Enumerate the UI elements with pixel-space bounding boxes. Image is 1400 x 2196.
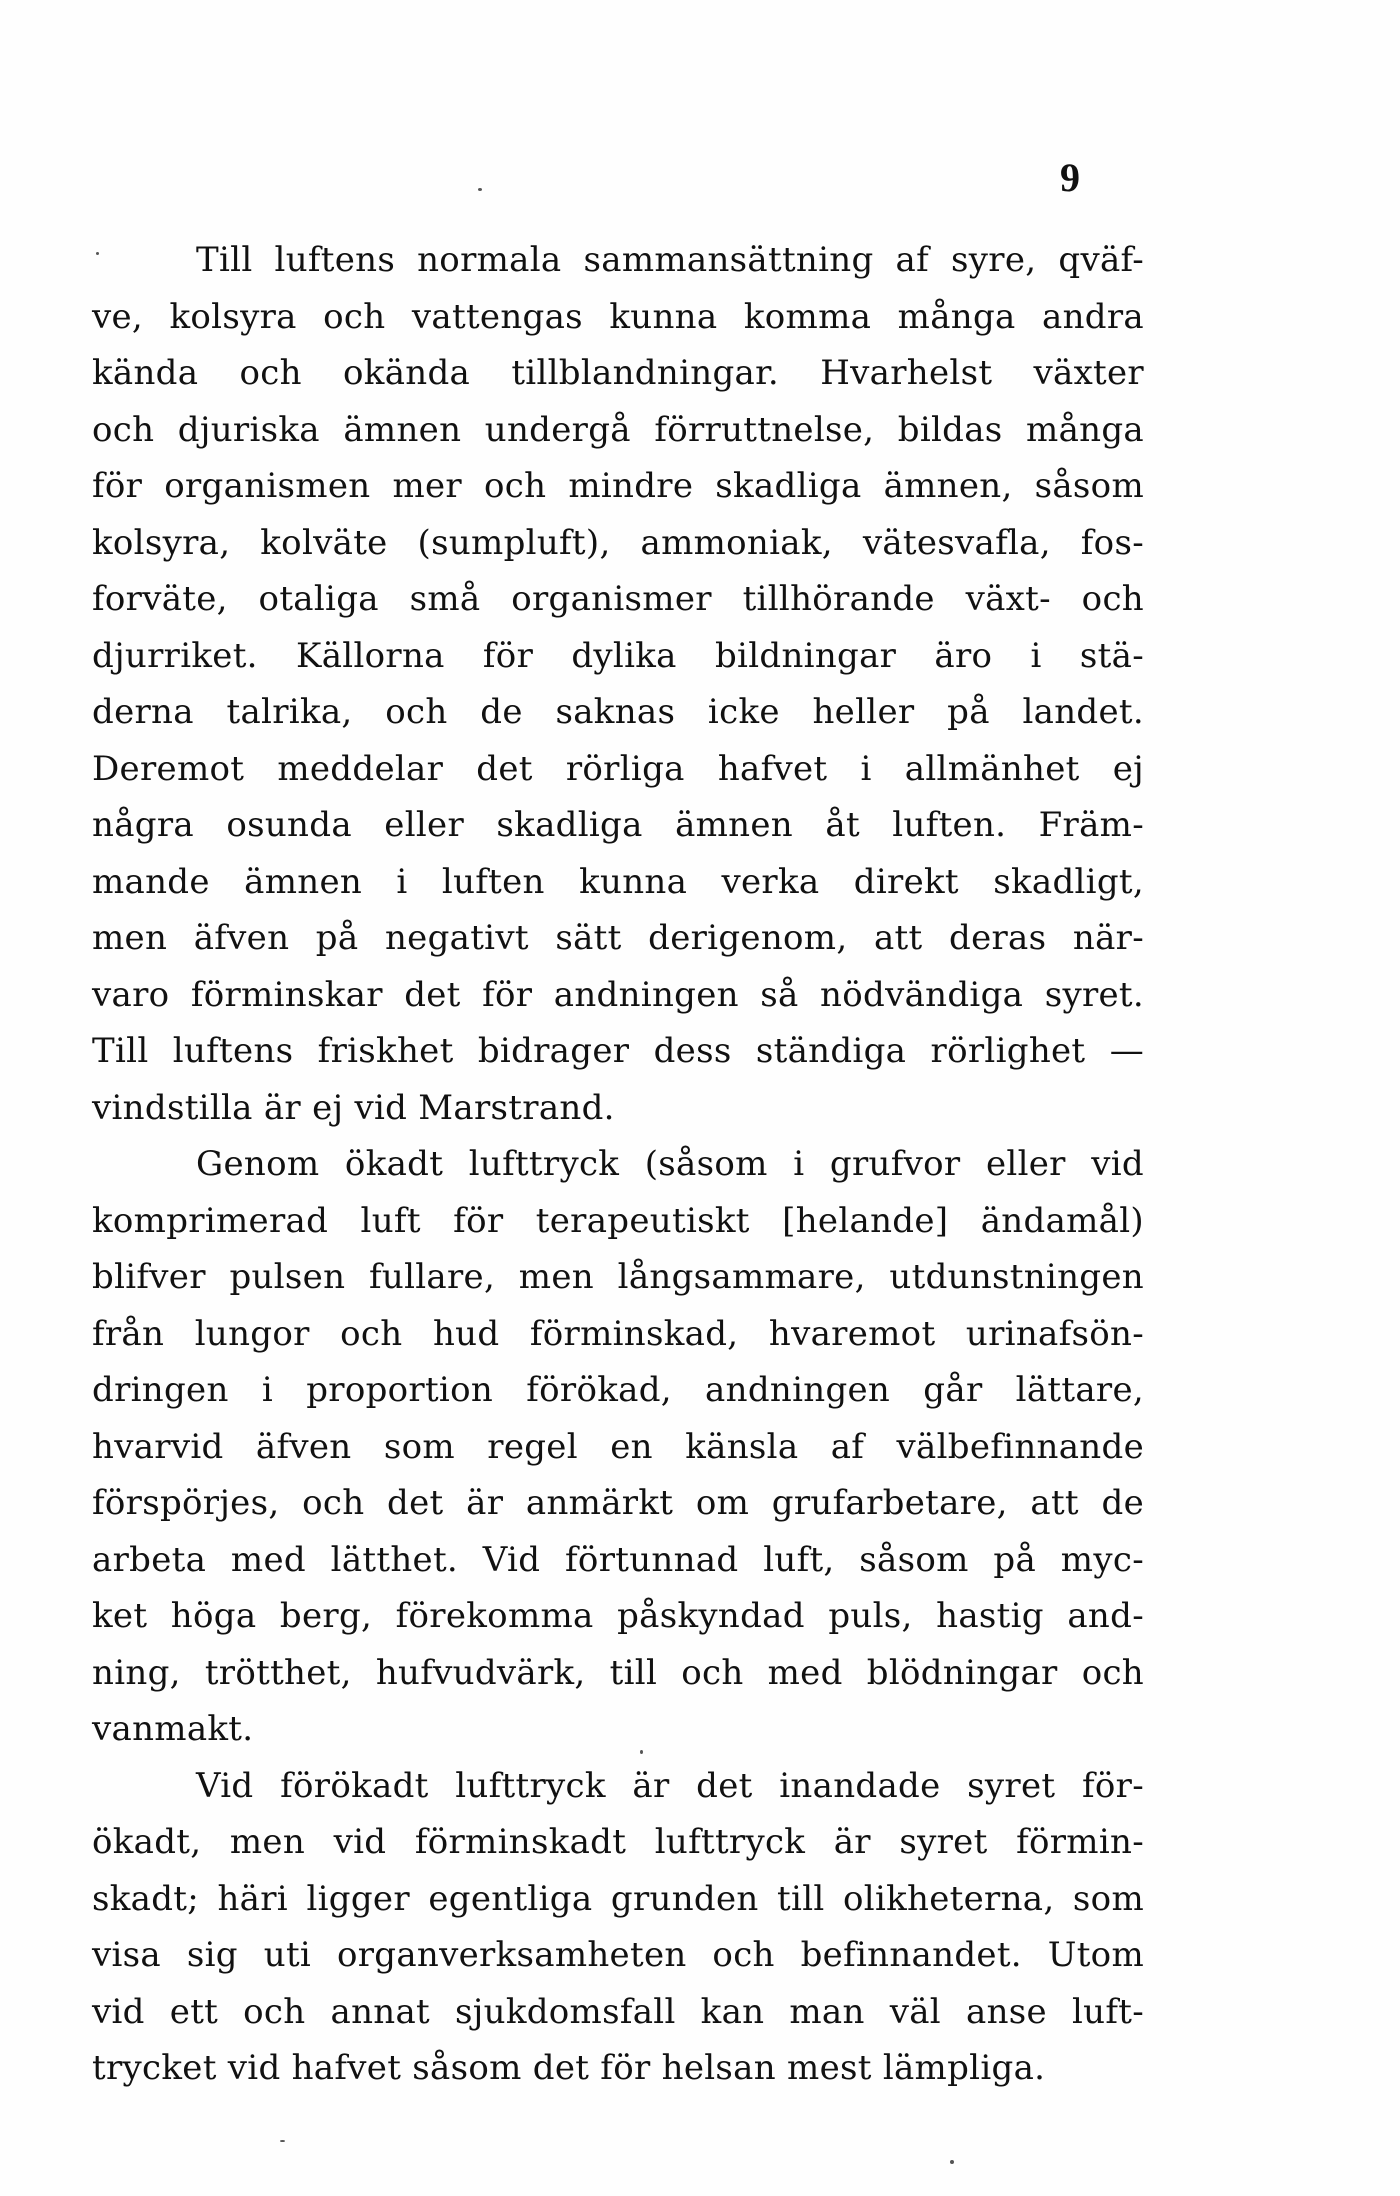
text-line: och djuriska ämnen undergå förruttnelse, bildas många [92,409,1144,450]
print-speck [96,252,99,255]
text-line: förspörjes, och det är anmärkt om grufarbetare, att de [92,1483,1144,1523]
text-line: Vid förökadt lufttryck är det inandade syret för- [196,1765,1144,1806]
page-number: 9 [1060,155,1080,200]
text-line: arbeta med lätthet. Vid förtunnad luft, såsom på myc- [92,1539,1144,1580]
print-speck [280,2140,285,2142]
text-line: från lungor och hud förminskad, hvaremot urinafsön- [92,1313,1144,1354]
text-line: Till luftens normala sammansättning af syre, qväf- [196,240,1144,280]
text-line: trycket vid hafvet såsom det för helsan mest lämpliga. [92,2048,1046,2088]
text-line: visa sig uti organverksamheten och befinnandet. Utom [92,1935,1144,1975]
text-line: mande ämnen i luften kunna verka direkt skadligt, [92,861,1144,902]
text-line: vindstilla är ej vid Marstrand. [92,1087,615,1128]
print-speck [640,1750,643,1754]
text-line: vid ett och annat sjukdomsfall kan man väl anse luft- [92,1991,1144,2032]
text-line: skadt; häri ligger egentliga grunden till olikheterna, som [92,1878,1144,1919]
text-line: kolsyra, kolväte (sumpluft), ammoniak, vätesvafla, fos- [92,522,1144,563]
text-line: för organismen mer och mindre skadliga ämnen, såsom [92,466,1144,506]
text-line: några osunda eller skadliga ämnen åt luften. Främ- [92,805,1144,845]
print-speck [478,188,482,191]
text-line: dringen i proportion förökad, andningen går lättare, [92,1370,1144,1410]
text-line: komprimerad luft för terapeutiskt [helande] ändamål) [92,1200,1144,1241]
text-line: ve, kolsyra och vattengas kunna komma många andra [92,296,1144,337]
print-speck [950,2160,954,2164]
text-line: blifver pulsen fullare, men långsammare, utdunstningen [92,1257,1144,1297]
text-line: forväte, otaliga små organismer tillhörande växt- och [92,579,1144,619]
text-line: derna talrika, och de saknas icke heller på landet. [92,692,1144,732]
text-line: varo förminskar det för andningen så nödvändiga syret. [92,974,1144,1015]
text-line: Till luftens friskhet bidrager dess ständiga rörlighet — [92,1031,1144,1071]
text-line: ning, trötthet, hufvudvärk, till och med blödningar och [92,1652,1144,1693]
text-line: kända och okända tillblandningar. Hvarhelst växter [92,353,1144,393]
text-line: hvarvid äfven som regel en känsla af välbefinnande [92,1426,1144,1467]
text-line: Deremot meddelar det rörliga hafvet i allmänhet ej [92,748,1144,789]
text-line: ket höga berg, förekomma påskyndad puls, hastig and- [92,1596,1144,1636]
body-text [92,232,1144,2097]
text-line: men äfven på negativt sätt derigenom, att deras när- [92,918,1144,958]
text-line: djurriket. Källorna för dylika bildningar äro i stä- [92,635,1144,676]
text-line: vanmakt. [92,1709,254,1749]
text-line: ökadt, men vid förminskadt lufttryck är syret förmin- [92,1822,1144,1862]
text-line: Genom ökadt lufttryck (såsom i grufvor eller vid [196,1144,1144,1184]
